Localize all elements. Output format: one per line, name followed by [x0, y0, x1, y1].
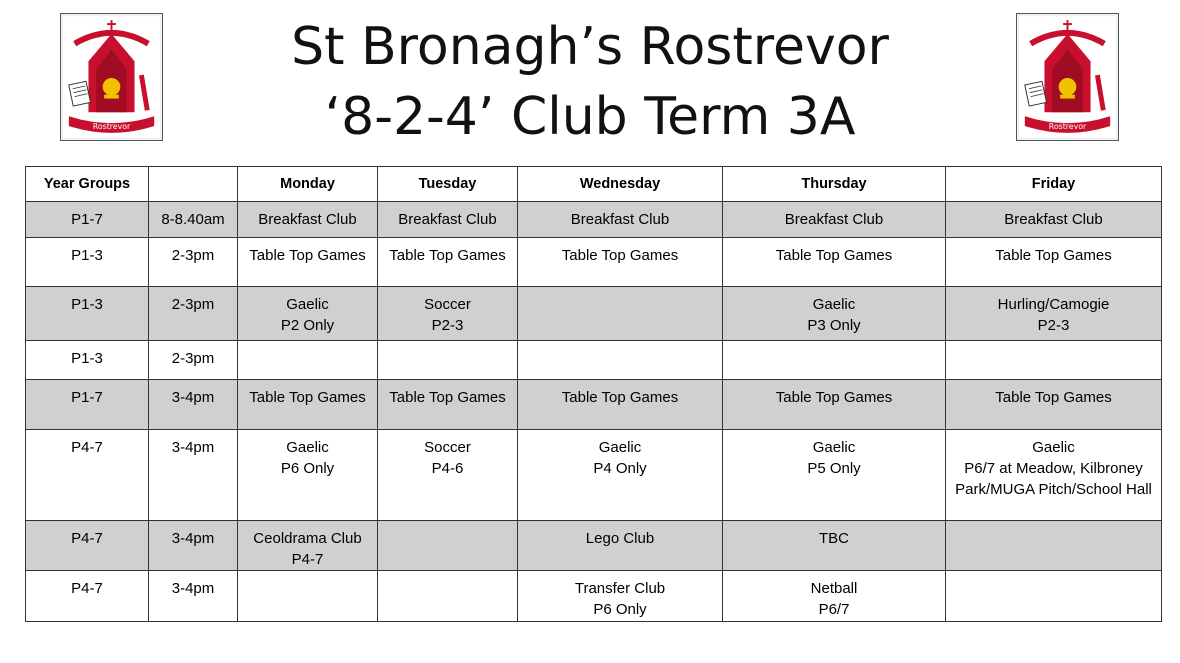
activity-text: P6/7	[818, 601, 850, 618]
activity-text: Breakfast Club	[1004, 211, 1103, 228]
activity-text: Gaelic	[598, 439, 642, 456]
activity-text: P6/7 at Meadow, Kilbroney Park/MUGA Pitch/School Hall	[955, 460, 1152, 498]
cell-mon	[238, 430, 378, 521]
activity-text: P2-3	[1037, 317, 1070, 334]
crest-icon	[1017, 14, 1118, 140]
activity-text: P2-3	[431, 317, 464, 334]
activity-text: P6 Only	[593, 601, 647, 618]
activity-text: Table Top Games	[995, 389, 1112, 406]
cell-tue	[378, 571, 518, 622]
cell-tue	[378, 380, 518, 430]
cell-thu	[723, 202, 946, 238]
cell-year-group: P1-3	[26, 238, 149, 287]
header-friday: Friday	[946, 167, 1162, 202]
cell-time: 2-3pm	[149, 287, 238, 341]
cell-time: 3-4pm	[149, 571, 238, 622]
cell-thu	[723, 430, 946, 521]
cell-year-group: P4-7	[26, 521, 149, 571]
cell-time: 2-3pm	[149, 341, 238, 380]
activity-text: P4-7	[291, 551, 324, 568]
cell-tue	[378, 238, 518, 287]
activity-text: Table Top Games	[775, 247, 893, 264]
activity-text: P4 Only	[593, 460, 647, 477]
activity-text: Table Top Games	[561, 247, 679, 264]
cell-time: 3-4pm	[149, 380, 238, 430]
table-row	[26, 238, 1162, 287]
cell-wed	[518, 341, 723, 380]
table-row	[26, 571, 1162, 622]
cell-thu	[723, 238, 946, 287]
cell-fri	[946, 521, 1162, 571]
table-row	[26, 380, 1162, 430]
activity-text: Hurling/Camogie	[997, 296, 1110, 313]
cell-mon	[238, 238, 378, 287]
cell-time: 3-4pm	[149, 521, 238, 571]
cell-wed	[518, 430, 723, 521]
cell-thu	[723, 380, 946, 430]
cell-wed	[518, 287, 723, 341]
activity-text: P3 Only	[807, 317, 861, 334]
cell-mon	[238, 287, 378, 341]
table-header-row	[26, 167, 1162, 202]
activity-text: Table Top Games	[995, 247, 1112, 264]
activity-text: Table Top Games	[775, 389, 893, 406]
activity-text: Lego Club	[585, 530, 655, 547]
cell-tue	[378, 521, 518, 571]
cell-thu	[723, 287, 946, 341]
cell-mon	[238, 341, 378, 380]
activity-text: Gaelic	[286, 296, 329, 313]
activity-text: Breakfast Club	[570, 211, 670, 228]
cell-year-group: P4-7	[26, 571, 149, 622]
cell-mon	[238, 571, 378, 622]
activity-text: Gaelic	[1032, 439, 1075, 456]
cell-time: 2-3pm	[149, 238, 238, 287]
cell-tue	[378, 202, 518, 238]
header-tuesday: Tuesday	[378, 167, 518, 202]
table-row	[26, 341, 1162, 380]
table-row	[26, 287, 1162, 341]
cell-fri	[946, 287, 1162, 341]
cell-year-group: P1-3	[26, 287, 149, 341]
cell-mon	[238, 202, 378, 238]
school-crest-right	[1016, 13, 1119, 141]
activity-text: Table Top Games	[249, 389, 366, 406]
cell-time: 8-8.40am	[149, 202, 238, 238]
club-timetable	[25, 166, 1162, 622]
school-crest-left	[60, 13, 163, 141]
cell-fri	[946, 202, 1162, 238]
cell-fri	[946, 238, 1162, 287]
activity-text: Netball	[810, 580, 858, 597]
activity-text: Table Top Games	[389, 389, 506, 406]
activity-text: TBC	[819, 530, 849, 547]
cell-year-group: P1-7	[26, 380, 149, 430]
cell-year-group: P1-3	[26, 341, 149, 380]
table-row	[26, 521, 1162, 571]
svg-text:Rostrevor: Rostrevor	[92, 121, 131, 131]
activity-text: P5 Only	[807, 460, 861, 477]
activity-text: Table Top Games	[561, 389, 679, 406]
crest-icon	[61, 14, 162, 140]
cell-tue	[378, 430, 518, 521]
activity-text: Ceoldrama Club	[253, 530, 362, 547]
cell-fri	[946, 430, 1162, 521]
activity-text: P6 Only	[280, 460, 335, 477]
cell-wed	[518, 571, 723, 622]
cell-thu	[723, 571, 946, 622]
header-wednesday: Wednesday	[518, 167, 723, 202]
cell-tue	[378, 341, 518, 380]
activity-text: Breakfast Club	[784, 211, 884, 228]
page-title	[200, 12, 980, 152]
cell-fri	[946, 380, 1162, 430]
cell-fri	[946, 571, 1162, 622]
cell-year-group: P4-7	[26, 430, 149, 521]
cell-fri	[946, 341, 1162, 380]
header-year-groups: Year Groups	[26, 167, 149, 202]
cell-wed	[518, 238, 723, 287]
cell-wed	[518, 202, 723, 238]
svg-text:Rostrevor: Rostrevor	[1048, 121, 1087, 131]
activity-text: Gaelic	[812, 296, 856, 313]
title-line-2: ‘8-2-4’ Club Term 3A	[324, 87, 856, 147]
activity-text: P4-6	[431, 460, 464, 477]
cell-mon	[238, 521, 378, 571]
activity-text: Gaelic	[812, 439, 856, 456]
header-time	[149, 167, 238, 202]
table-row	[26, 202, 1162, 238]
cell-thu	[723, 521, 946, 571]
header-monday: Monday	[238, 167, 378, 202]
activity-text: Soccer	[424, 296, 471, 313]
activity-text: Soccer	[424, 439, 471, 456]
activity-text: Transfer Club	[574, 580, 666, 597]
table-row	[26, 430, 1162, 521]
cell-wed	[518, 380, 723, 430]
cell-tue	[378, 287, 518, 341]
activity-text: Table Top Games	[389, 247, 506, 264]
title-line-1: St Bronagh’s Rostrevor	[291, 17, 889, 77]
activity-text: P2 Only	[280, 317, 335, 334]
activity-text: Breakfast Club	[258, 211, 357, 228]
activity-text: Table Top Games	[249, 247, 366, 264]
cell-time: 3-4pm	[149, 430, 238, 521]
activity-text: Gaelic	[286, 439, 329, 456]
cell-year-group: P1-7	[26, 202, 149, 238]
cell-mon	[238, 380, 378, 430]
header-thursday: Thursday	[723, 167, 946, 202]
activity-text: Breakfast Club	[398, 211, 497, 228]
cell-wed	[518, 521, 723, 571]
cell-thu	[723, 341, 946, 380]
